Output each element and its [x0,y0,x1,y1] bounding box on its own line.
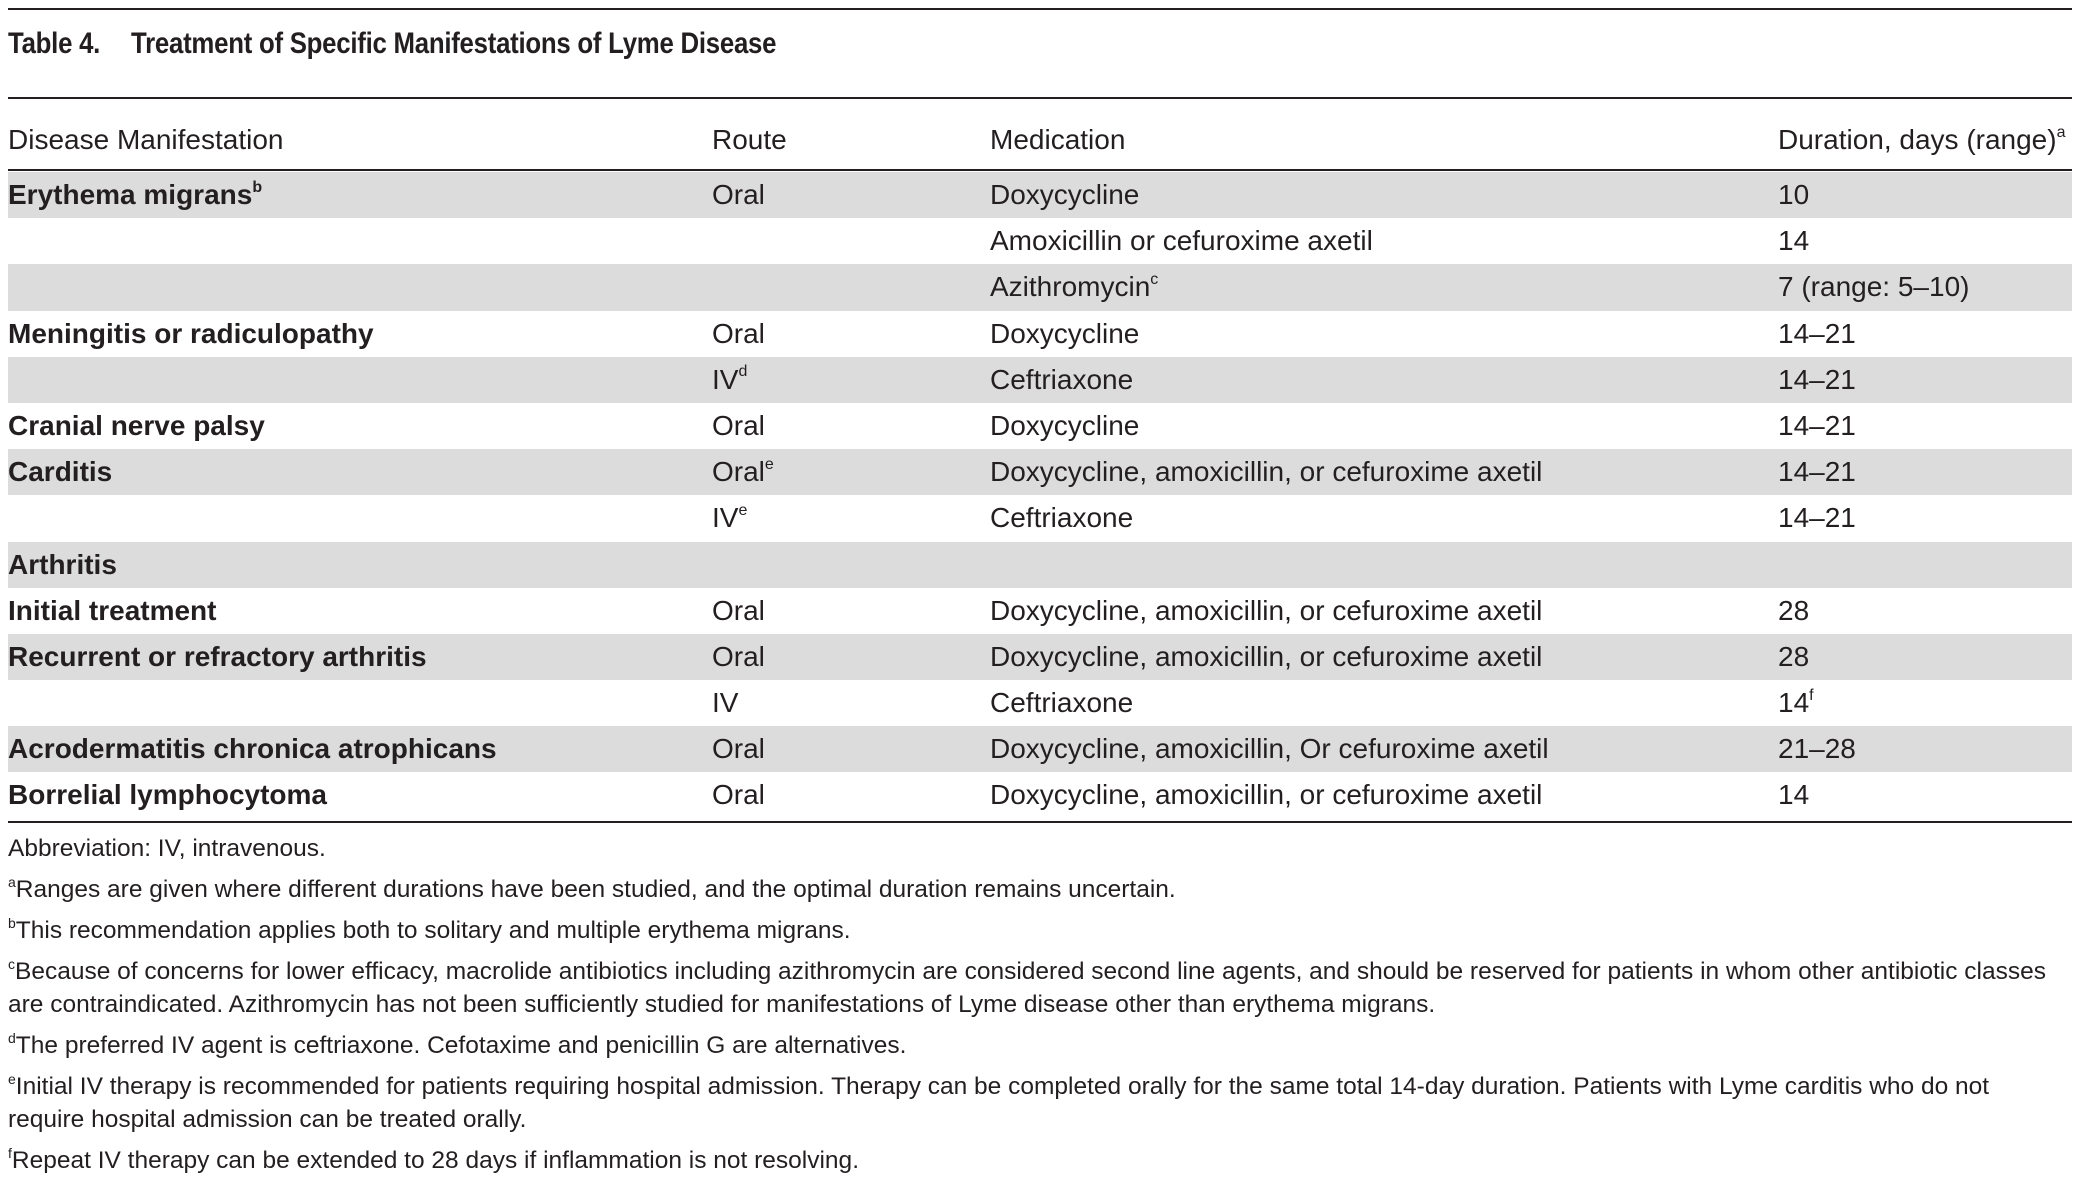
bottom-rule [8,821,2072,823]
cell-duration-text: 14 [1778,687,1810,719]
cell-medication-text: Doxycycline [990,409,1140,441]
cell-medication [990,449,1542,495]
cell-manifestation [8,634,427,680]
cell-medication-text: Amoxicillin or cefuroxime axetil [990,225,1373,257]
header-manifestation: Disease Manifestation [8,124,284,155]
footnote-mark: d [8,1029,16,1046]
cell-duration [1778,172,1809,218]
header-route: Route [712,124,787,155]
footnote-text: This recommendation applies both to solitary and multiple erythema migrans. [15,917,851,944]
cell-medication-text: Doxycycline [990,317,1140,349]
cell-route-text: Oral [712,317,765,349]
cell-manifestation-text: Meningitis or radiculopathy [8,317,374,349]
footnote-text: Ranges are given where different durations have been studied, and the optimal duration remains uncertain. [15,876,1176,903]
cell-medication-text: Ceftriaxone [990,363,1134,395]
cell-medication-text: Doxycycline, amoxicillin, or cefuroxime axetil [990,640,1543,672]
footnote-d [8,1029,2072,1062]
cell-duration-text: 28 [1778,594,1810,626]
top-rule [8,8,2072,10]
cell-medication-footnote-mark: c [1150,271,1159,289]
cell-manifestation [8,588,216,634]
cell-medication [990,218,1373,264]
cell-medication [990,588,1542,634]
cell-manifestation-footnote-mark: b [252,178,263,196]
cell-route-text: IV [712,502,739,534]
cell-route [712,634,765,680]
table-number: Table 4. [8,27,101,60]
cell-route [712,449,774,495]
cell-duration-text: 14–21 [1778,409,1856,441]
cell-medication [990,172,1139,218]
abbreviation-note: Abbreviation: IV, intravenous. [8,835,326,862]
cell-duration-footnote-mark: f [1809,686,1814,704]
footnote-a [8,873,2072,906]
cell-duration-text: 28 [1778,640,1810,672]
cell-medication [990,726,1549,772]
cell-medication [990,403,1139,449]
cell-manifestation-text: Arthritis [8,548,117,580]
footnote-text: Because of concerns for lower efficacy, macrolide antibiotics including azithromycin are considered second line agents, and should be reserved for patients in whom other antibiotic classes are contraindicated. Azithromycin has not been sufficiently studied for manifestations of Lyme disease other than erythema migrans. [8,958,2046,1018]
table-row [8,726,2072,772]
footnote-c [8,955,2072,1021]
table-row [8,403,2072,449]
table-row [8,357,2072,403]
cell-duration [1778,772,1809,818]
cell-duration-text: 14–21 [1778,502,1856,534]
cell-manifestation [8,772,327,818]
cell-route-text: IV [712,687,739,719]
cell-medication-text: Doxycycline, amoxicillin, or cefuroxime axetil [990,594,1543,626]
footnote-e [8,1070,2072,1136]
cell-route [712,403,765,449]
cell-medication [990,357,1133,403]
table-body [8,172,2072,819]
cell-route-footnote-mark: e [764,455,774,473]
footnote-mark: e [8,1070,16,1087]
cell-duration [1778,588,1809,634]
cell-duration-text: 21–28 [1778,733,1856,765]
table-row [8,542,2072,588]
footnote-mark: f [8,1144,12,1161]
cell-manifestation [8,726,497,772]
cell-manifestation-text: Acrodermatitis chronica atrophicans [8,733,497,765]
cell-duration-text: 14–21 [1778,317,1856,349]
cell-medication-text: Azithromycin [990,271,1151,303]
header-duration-text: Duration, days (range) [1778,124,2057,155]
table-title-text: Treatment of Specific Manifestations of Lyme Disease [131,27,777,60]
cell-duration [1778,634,1809,680]
table-row [8,772,2072,818]
table-row [8,449,2072,495]
cell-route [712,588,765,634]
footnote-text: Initial IV therapy is recommended for patients requiring hospital admission. Therapy can be completed orally for the same total 14-day duration. Patients with Lyme carditis who do not require hospital admission can be treated orally. [8,1073,1990,1133]
cell-medication-text: Ceftriaxone [990,687,1134,719]
cell-route-text: Oral [712,733,765,765]
cell-manifestation [8,542,117,588]
cell-manifestation [8,172,262,218]
cell-manifestation [8,403,265,449]
cell-route [712,726,765,772]
footnote-f [8,1144,2072,1177]
footnote-text: Repeat IV therapy can be extended to 28 days if inflammation is not resolving. [11,1147,859,1174]
cell-manifestation [8,311,374,357]
cell-route-text: Oral [712,409,765,441]
cell-duration [1778,357,1856,403]
footnote-text: The preferred IV agent is ceftriaxone. Cefotaxime and penicillin G are alternatives. [15,1032,907,1059]
cell-route [712,495,747,541]
cell-route-text: Oral [712,779,765,811]
table-title [8,22,776,66]
table-row [8,264,2072,310]
cell-route [712,680,738,726]
cell-medication [990,772,1542,818]
cell-medication [990,311,1139,357]
cell-duration [1778,403,1856,449]
cell-medication-text: Doxycycline, amoxicillin, or cefuroxime axetil [990,779,1543,811]
cell-manifestation-text: Initial treatment [8,594,217,626]
cell-manifestation-text: Borrelial lymphocytoma [8,779,327,811]
header-duration-footnote-mark: a [2056,123,2066,141]
title-rule [8,97,2072,99]
cell-route [712,311,765,357]
footnote-mark: b [8,914,16,931]
footnote-mark: c [8,955,15,972]
cell-medication [990,264,1158,310]
header-rule [8,169,2072,171]
cell-duration [1778,495,1856,541]
cell-manifestation-text: Erythema migrans [8,179,253,210]
cell-duration [1778,449,1856,495]
cell-manifestation-text: Cranial nerve palsy [8,409,265,441]
cell-manifestation-text: Carditis [8,456,113,488]
cell-route [712,357,747,403]
cell-route [712,772,765,818]
cell-route-text: Oral [712,179,765,210]
cell-duration-text: 10 [1778,179,1810,210]
cell-route [712,172,765,218]
cell-duration [1778,680,1814,726]
table-row [8,634,2072,680]
cell-duration-text: 7 (range: 5–10) [1778,271,1970,303]
cell-medication [990,634,1542,680]
cell-manifestation-text: Recurrent or refractory arthritis [8,640,427,672]
cell-duration [1778,726,1856,772]
cell-medication-text: Doxycycline [990,179,1140,210]
cell-duration-text: 14–21 [1778,456,1856,488]
cell-medication [990,680,1133,726]
cell-medication [990,495,1133,541]
cell-route-text: Oral [712,594,765,626]
cell-route-text: Oral [712,640,765,672]
footnote-b [8,914,2072,947]
cell-medication-text: Doxycycline, amoxicillin, Or cefuroxime axetil [990,733,1549,765]
header-medication: Medication [990,124,1126,155]
cell-route-footnote-mark: e [738,501,748,519]
table-row [8,588,2072,634]
table-row [8,680,2072,726]
cell-route-text: IV [712,363,739,395]
table-row [8,172,2072,218]
cell-medication-text: Ceftriaxone [990,502,1134,534]
cell-medication-text: Doxycycline, amoxicillin, or cefuroxime axetil [990,456,1543,488]
cell-manifestation [8,449,112,495]
cell-duration-text: 14–21 [1778,363,1856,395]
table-row [8,218,2072,264]
footnotes [8,832,2072,1185]
cell-duration [1778,311,1856,357]
cell-route-footnote-mark: d [738,363,748,381]
cell-duration-text: 14 [1778,779,1810,811]
cell-duration-text: 14 [1778,225,1810,257]
table-row [8,495,2072,541]
header-duration [1778,118,2065,162]
cell-duration [1778,264,1969,310]
cell-duration [1778,218,1809,264]
cell-route-text: Oral [712,456,765,488]
footnote-mark: a [8,873,16,890]
table-row [8,311,2072,357]
